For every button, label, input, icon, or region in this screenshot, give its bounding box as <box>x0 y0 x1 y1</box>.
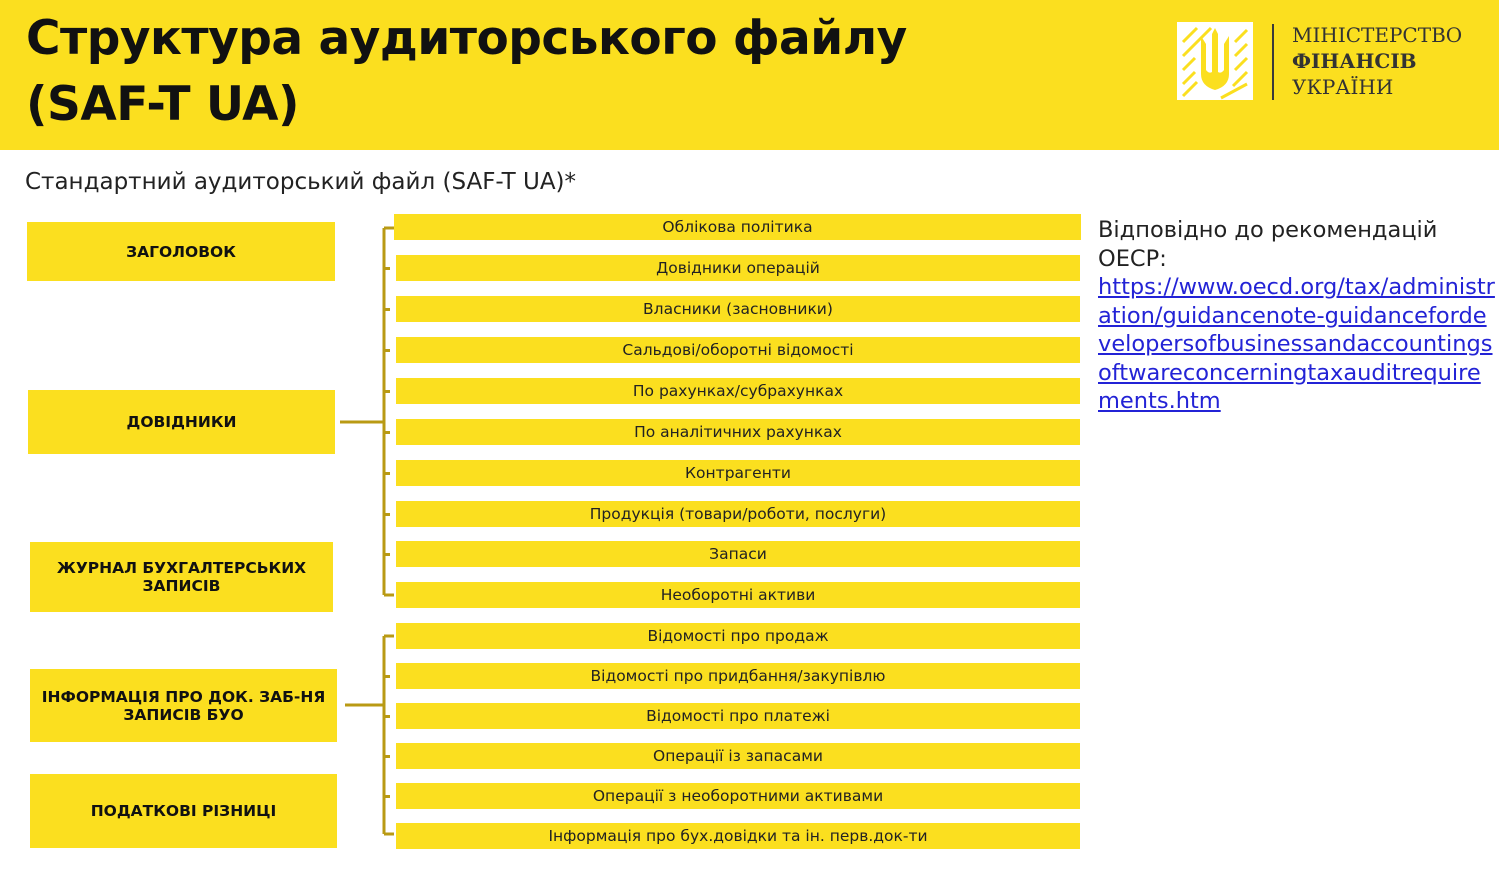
bracket-tick <box>384 308 390 311</box>
source-document-item: Операції із запасами <box>396 743 1080 769</box>
section-journal-line1: ЖУРНАЛ БУХГАЛТЕРСЬКИХ <box>56 559 307 577</box>
reference-item: Облікова політика <box>394 214 1081 240</box>
reference-item: Необоротні активи <box>396 582 1080 608</box>
reference-item: По рахунках/субрахунках <box>396 378 1080 404</box>
oecd-note-line1: Відповідно до рекомендацій <box>1098 217 1438 243</box>
reference-item: По аналітичних рахунках <box>396 419 1080 445</box>
bracket-tick <box>384 795 390 798</box>
section-header <box>27 222 335 281</box>
bracket-tick <box>384 755 390 758</box>
source-document-item: Операції з необоротними активами <box>396 783 1080 809</box>
oecd-note-line2: ОЕСР: <box>1098 245 1167 272</box>
section-source-documents <box>30 669 337 742</box>
logo-line3: УКРАЇНИ <box>1292 75 1394 99</box>
oecd-note <box>1098 216 1498 416</box>
logo-line2: ФІНАНСІВ <box>1292 49 1417 73</box>
source-document-item: Відомості про придбання/закупівлю <box>396 663 1080 689</box>
bracket-tick <box>384 431 390 434</box>
reference-item: Запаси <box>396 541 1080 567</box>
bracket-tick <box>384 349 390 352</box>
page-title-line1: Структура аудиторського файлу <box>26 11 907 66</box>
bracket-tick <box>384 675 390 678</box>
section-source-documents-line1: ІНФОРМАЦІЯ ПРО ДОК. ЗАБ-НЯ <box>41 687 326 706</box>
logo-line1: МІНІСТЕРСТВО <box>1292 23 1463 47</box>
section-source-documents-line2: ЗАПИСІВ БУО <box>123 705 244 724</box>
source-document-item: Відомості про продаж <box>396 623 1080 649</box>
reference-item: Контрагенти <box>396 460 1080 486</box>
reference-item: Продукція (товари/роботи, послуги) <box>396 501 1080 527</box>
bracket-tick <box>384 472 390 475</box>
section-journal-line2: ЗАПИСІВ <box>142 577 221 595</box>
reference-item: Власники (засновники) <box>396 296 1080 322</box>
reference-item: Сальдові/оборотні відомості <box>396 337 1080 363</box>
section-header-label: ЗАГОЛОВОК <box>126 242 236 261</box>
section-journal <box>30 542 333 612</box>
bracket-tick <box>384 267 390 270</box>
source-document-item: Інформація про бух.довідки та ін. перв.док-ти <box>396 823 1080 849</box>
source-document-item: Відомості про платежі <box>396 703 1080 729</box>
oecd-guidance-link[interactable]: https://www.oecd.org/tax/administration/guidancenote-guidancefordevelopersofbusinessandaccountingsoftwareconcerningtaxauditrequirements.htm <box>1098 274 1495 414</box>
section-references-label: ДОВІДНИКИ <box>126 413 237 431</box>
page-title-line2: (SAF-T UA) <box>26 77 299 132</box>
bracket-tick <box>384 513 390 516</box>
bracket-tick <box>384 715 390 718</box>
section-tax-differences <box>30 774 337 848</box>
bracket-tick <box>384 553 390 556</box>
diagram-subtitle: Стандартний аудиторський файл (SAF-T UA)* <box>25 169 577 195</box>
section-tax-differences-label: ПОДАТКОВІ РІЗНИЦІ <box>90 802 277 820</box>
bracket-tick <box>384 390 390 393</box>
section-references <box>28 390 335 454</box>
reference-item: Довідники операцій <box>396 255 1080 281</box>
